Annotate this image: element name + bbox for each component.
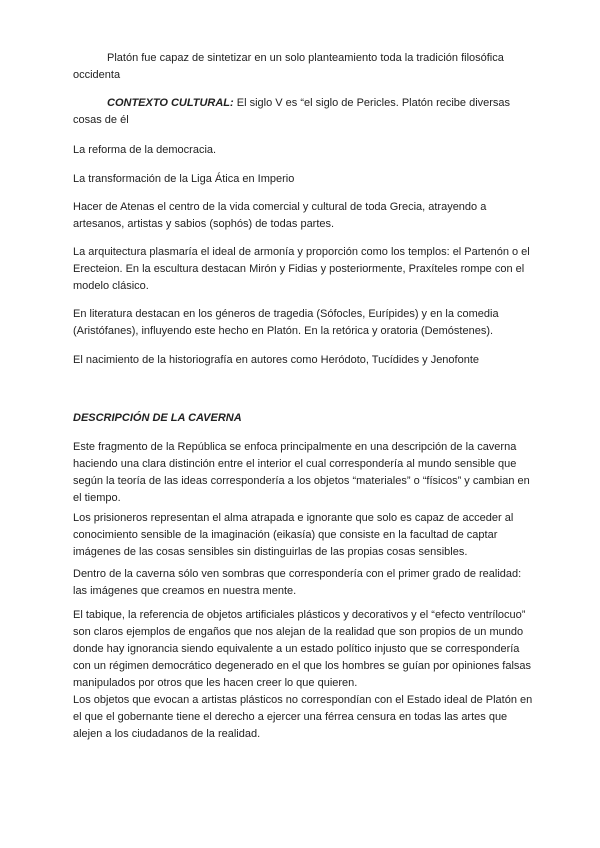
fragmento-paragraph: Este fragmento de la República se enfoca principalmente en una descripción de la caverna haciendo una clara distinción entre el interior el cual correspondería al mundo sensible que según la teoría de las ideas correspondería a los objetos “materiales” o “físicos” y cambian en el tiempo. xyxy=(73,441,530,504)
sombras-paragraph: Dentro de la caverna sólo ven sombras que correspondería con el primer grado de realidad: las imágenes que creamos en nuestra mente. xyxy=(73,568,522,597)
context-paragraph xyxy=(73,95,533,129)
arquitectura-paragraph: La arquitectura plasmaría el ideal de armonía y proporción como los templos: el Partenón o el Erecteion. En la escultura destacan Mirón y Fidias y posteriormente, Praxíteles rompe con el modelo clásico. xyxy=(73,246,530,292)
tabique-paragraph: El tabique, la referencia de objetos artificiales plásticos y decorativos y el “efecto ventrílocuo” son claros ejemplos de engaños que nos alejan de la realidad que son propios de un mundo donde hay ignorancia siendo equivalente a un estado político injusto que se correspondería con un régimen democrático degenerado en el que los hombres se guían por opiniones falsas manipulados por otros que les hacen creer lo que quieren. xyxy=(73,609,532,689)
context-label: CONTEXTO CULTURAL: xyxy=(107,97,234,109)
objetos-paragraph: Los objetos que evocan a artistas plásticos no correspondían con el Estado ideal de Platón en el que el gobernante tiene el derecho a ejercer una férrea censura en todas las artes que alejen a los ciudadanos de la realidad. xyxy=(73,694,533,740)
democracia-paragraph: La reforma de la democracia. xyxy=(73,144,217,156)
intro-paragraph: Platón fue capaz de sintetizar en un solo planteamiento toda la tradición filosófica occidenta xyxy=(73,52,504,81)
atenas-paragraph: Hacer de Atenas el centro de la vida comercial y cultural de toda Grecia, atrayendo a artesanos, artistas y sabios (sophós) de todas partes. xyxy=(73,201,487,230)
liga-paragraph: La transformación de la Liga Ática en Imperio xyxy=(73,173,295,185)
literatura-paragraph: En literatura destacan en los géneros de tragedia (Sófocles, Eurípides) y en la comedia (Aristófanes), influyendo este hecho en Platón. En la retórica y oratoria (Demóstenes). xyxy=(73,308,499,337)
historiografia-paragraph: El nacimiento de la historiografía en autores como Heródoto, Tucídides y Jenofonte xyxy=(73,354,480,366)
context-text: El siglo V es “el siglo de Pericles. Platón recibe diversas cosas de él xyxy=(73,97,511,126)
caverna-heading: DESCRIPCIÓN DE LA CAVERNA xyxy=(73,412,242,424)
prisioneros-paragraph: Los prisioneros representan el alma atrapada e ignorante que solo es capaz de acceder al conocimiento sensible de la imaginación (eikasía) que consiste en la facultad de captar imágenes de las cosas sensibles sin distinguirlas de las propias cosas sensibles. xyxy=(73,512,514,558)
